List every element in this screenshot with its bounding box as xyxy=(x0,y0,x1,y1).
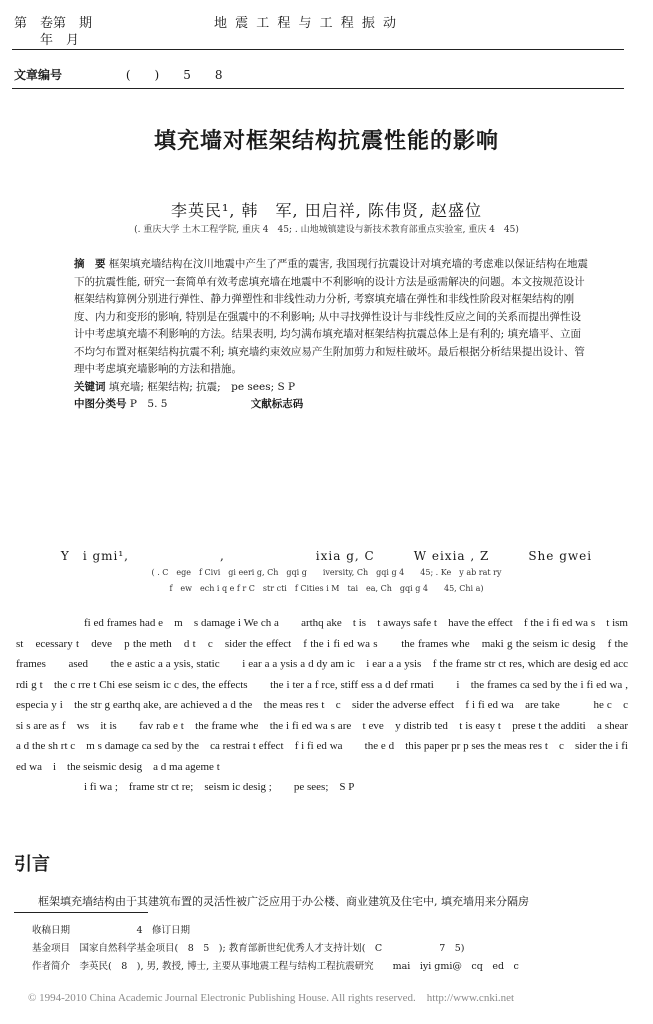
english-abstract-text: fi ed frames had e m s damage i We ch a arthq ake t is t aways safe t have the effect f the i fi ed wa s t ism st ecessary t deve p the meth d t c sider the effect f the i fi ed wa s the frames whe maki g the seism ic desig f the frames ased the e astic a a ysis, static i ear a a ysis a d dy am ic i ear a a ysis f the frame str ct res, which are desig ed acc rdi g t the c rre t Chi ese seism ic c des, the effects the i ter a f rce, stiff ess a d def rmati i the frames ca sed by the i fi ed wa , especia y i the str g earthq ake, are achieved a d the the meas res t c sider the adverse effect f i fi ed wa are take he c c si s are as f ws it is fav rab e t the frame whe the i fi ed wa s are t eve y distrib ted t is easy t prese t the additi a shear a d the sh rt c m s damage ca sed by the ca restrai t effect f i fi ed wa the e d this paper pr p ses the meas res t c sider the i fi ed wa i the seismic desig a d ma ageme t xyxy=(16,617,639,773)
english-affiliation-2: f ew ech i q e f r C str cti f Cities i M tai ea, Ch gqi g 4 45, Chi a) xyxy=(169,584,484,593)
footnote-author: 作者简介 李英民( 8 ), 男, 教授, 博士, 主要从事地震工程与结构工程抗震研究 mai iyi gmi@ cq ed c xyxy=(32,961,519,972)
intro-first-line: 框架填充墙结构由于其建筑布置的灵活性被广泛应用于办公楼、商业建筑及住宅中, 填充墙用来分隔房 xyxy=(38,895,529,908)
section-heading: 引言 xyxy=(14,854,50,875)
author-list: 李英民¹, 韩 军, 田启祥, 陈伟贤, 赵盛位 xyxy=(170,201,483,220)
english-affiliation-1: ( . C ege f Civi gi eeri g, Ch gqi g iversity, Ch gqi g 4 45; . Ke y ab rat ry xyxy=(151,568,502,577)
english-authors: Y i gmi¹, , ixia g, C W eixia , Z She gwei xyxy=(60,549,593,563)
affiliation: (. 重庆大学 土木工程学院, 重庆 4 45; . 山地城镇建设与新技术教育部重点实验室, 重庆 4 45) xyxy=(134,225,519,235)
footnote-fund: 基金项目 国家自然科学基金项目( 8 5 ); 教育部新世纪优秀人才支持计划( C 7 5) xyxy=(32,943,465,954)
article-number xyxy=(14,66,222,83)
abstract-label: 摘 要 xyxy=(74,258,106,270)
footnote-received: 收稿日期 4 修订日期 xyxy=(32,925,191,936)
classification-label: 中图分类号 xyxy=(74,398,127,410)
abstract-block xyxy=(74,256,590,414)
english-abstract xyxy=(16,613,639,798)
article-number-rule xyxy=(12,88,624,89)
document-code-label: 文献标志码 xyxy=(250,398,304,410)
keywords-text: 填充墙; 框架结构; 抗震; pe sees; S P xyxy=(108,380,296,393)
year-month: 年 月 xyxy=(40,33,80,48)
classification xyxy=(74,396,590,414)
abstract-text: 框架填充墙结构在汶川地震中产生了严重的震害, 我国现行抗震设计对填充墙的考虑难以保证结构在地震下的抗震性能, 研究一套简单有效考虑填充墙在地震中不利影响的设计方法是亟需解决的问题。本文按规范设计框架结构算例分别进行弹性、静力弹塑性和非线性动力分析, 考察填充墙在弹性和非线性阶段对框架结构的刚度、内力和变形的影响, 特别是在强震中的不利影响; 从中寻找弹性设计与非线性反应之间的关系而提出弹性设计中考虑填充墙不利影响的方法。结果表明, 均匀满布填充墙对框架结构抗震总体上是有利的; 填充墙平、立面不均匀布置对框架结构抗震不利; 填充墙约束效应易产生附加剪力和短柱破坏。最后根据分析结果提出设计、管理中考虑填充墙影响的方法和措施。 xyxy=(74,258,589,375)
abstract xyxy=(74,256,590,379)
volume-issue: 第 卷第 期 xyxy=(14,16,93,31)
english-keywords: i fi wa ; frame str ct re; seism ic desig ; pe sees; S P xyxy=(84,781,355,793)
header-rule xyxy=(12,49,624,50)
keywords-label: 关键词 xyxy=(74,380,106,393)
footnote-rule xyxy=(14,912,148,913)
article-number-value: ( ) 5 8 xyxy=(125,68,223,82)
classification-value: P 5. 5 xyxy=(129,398,168,410)
article-number-label: 文章编号 xyxy=(14,68,63,82)
copyright-notice: © 1994-2010 China Academic Journal Electronic Publishing House. All rights reserved. http://www.cnki.net xyxy=(28,992,515,1004)
keywords xyxy=(74,379,590,397)
paper-title: 填充墙对框架结构抗震性能的影响 xyxy=(153,128,499,154)
journal-name: 地 震 工 程 与 工 程 振 动 xyxy=(214,16,399,31)
